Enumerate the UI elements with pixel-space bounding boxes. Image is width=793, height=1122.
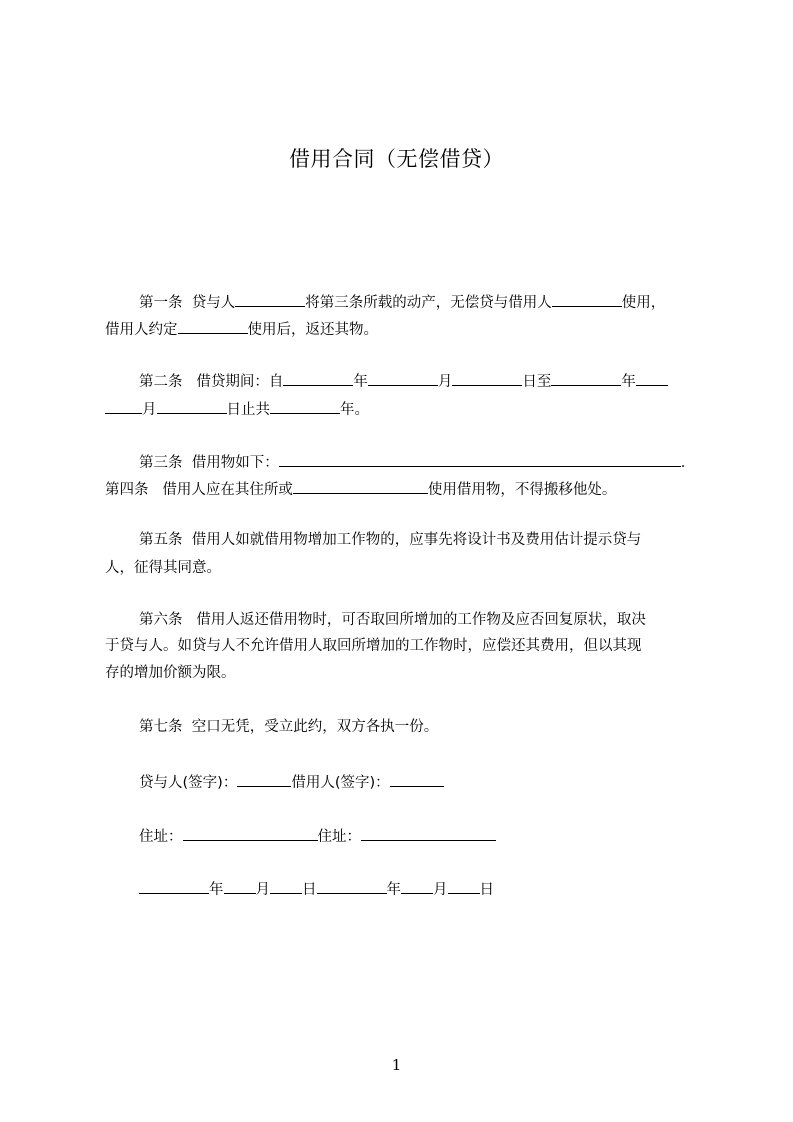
article-7-label: 第七条 <box>139 719 183 735</box>
blank-lender <box>235 291 305 307</box>
page-number: 1 <box>391 1056 402 1074</box>
article-4-label: 第四条 <box>105 482 149 498</box>
lender-signature-blank <box>237 771 291 787</box>
lender-address-blank <box>183 825 318 841</box>
article-3-line: 第三条 借用物如下： . <box>139 451 685 473</box>
blank-items <box>279 451 681 467</box>
article-2-line-1: 第二条 借贷期间：自 年 月 日至 年 <box>139 370 668 392</box>
signature-line: 贷与人(签字)： 借用人(签字)： <box>139 771 444 793</box>
document-title: 借用合同（无偿借贷） <box>289 147 504 171</box>
blank-location <box>293 478 428 494</box>
article-1-label: 第一条 <box>139 295 183 311</box>
article-6-line-1: 第六条 借用人返还借用物时，可否取回所增加的工作物及应否回复原状，取决 <box>139 612 646 628</box>
article-4-line: 第四条 借用人应在其住所或 使用借用物，不得搬移他处。 <box>105 478 616 500</box>
article-6-label: 第六条 <box>139 612 183 628</box>
blank-usage <box>178 318 248 334</box>
article-7-line: 第七条 空口无凭，受立此约，双方各执一份。 <box>139 719 439 735</box>
address-line: 住址： 住址： <box>139 825 496 847</box>
article-1-line-1: 第一条 贷与人 将第三条所载的动产，无偿贷与借用人 使用， <box>139 291 665 313</box>
article-1-line-2: 借用人约定 使用后，返还其物。 <box>105 318 378 340</box>
borrower-address-blank <box>361 825 496 841</box>
article-5-line-1: 第五条 借用人如就借用物增加工作物的，应事先将设计书及费用估计提示贷与 <box>139 532 642 548</box>
article-6-line-2: 于贷与人。如贷与人不允许借用人取回所增加的工作物时，应偿还其费用，但以其现 <box>105 638 642 654</box>
article-6-line-3: 存的增加价额为限。 <box>105 665 236 681</box>
date-line: 年 月 日 年 月 日 <box>139 878 494 900</box>
article-2-line-2: 月 日止共 年。 <box>105 398 369 420</box>
article-5-line-2: 人，征得其同意。 <box>105 560 221 576</box>
blank-borrower <box>552 291 622 307</box>
borrower-signature-blank <box>390 771 444 787</box>
article-3-label: 第三条 <box>139 455 183 471</box>
article-5-label: 第五条 <box>139 532 183 548</box>
article-2-label: 第二条 <box>139 374 183 390</box>
